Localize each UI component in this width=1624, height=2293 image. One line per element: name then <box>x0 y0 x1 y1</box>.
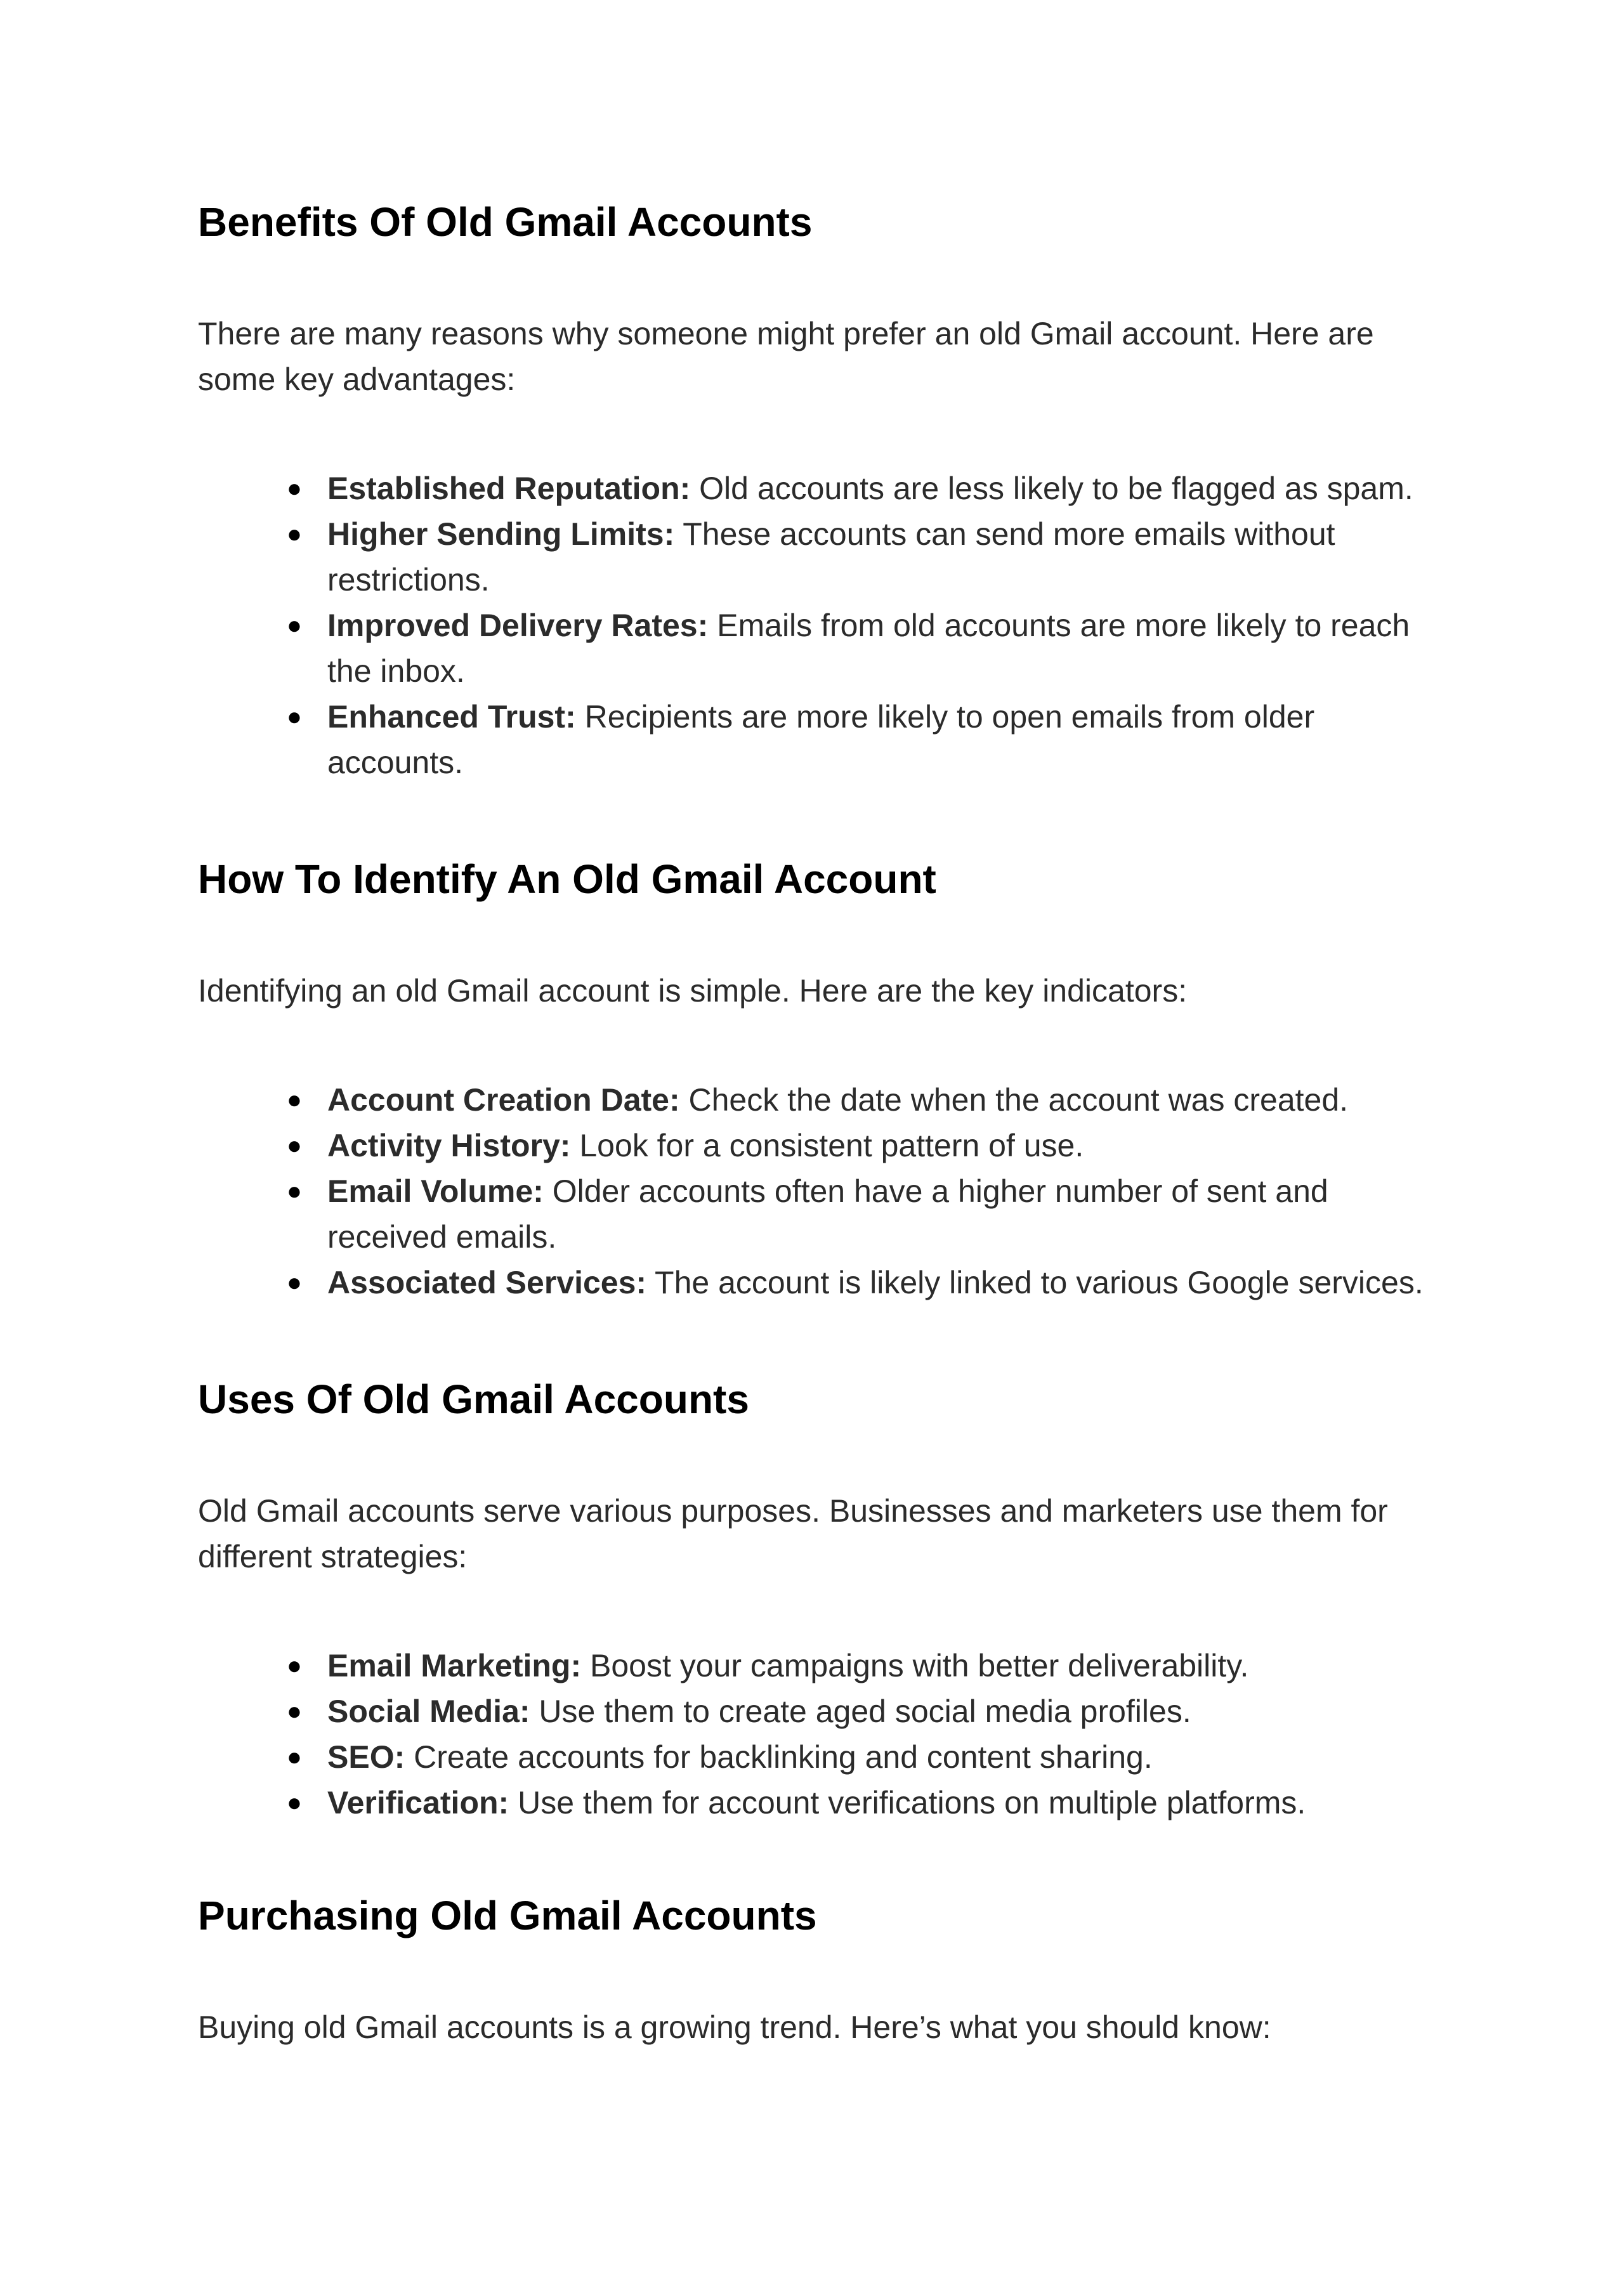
section-intro: Buying old Gmail accounts is a growing trend. Here’s what you should know: <box>198 2009 1271 2045</box>
bullet-icon: ● <box>286 1652 303 1680</box>
section-heading: Uses Of Old Gmail Accounts <box>198 1376 749 1422</box>
section-heading: Benefits Of Old Gmail Accounts <box>198 199 813 245</box>
bullet-icon: ● <box>286 520 303 548</box>
list-item <box>198 1689 1454 1734</box>
bullet-icon: ● <box>286 1086 303 1114</box>
bullet-term: Associated Services: <box>327 1265 647 1300</box>
bullet-term: Improved Delivery Rates: <box>327 608 709 643</box>
section-heading: How To Identify An Old Gmail Account <box>198 856 936 902</box>
bullet-term: Account Creation Date: <box>327 1082 680 1118</box>
bullet-text: Use them to create aged social media profiles. <box>530 1694 1191 1729</box>
list-item <box>198 603 1454 694</box>
bullet-term: Activity History: <box>327 1128 571 1163</box>
bullet-term: Established Reputation: <box>327 471 691 506</box>
bullet-icon: ● <box>286 1789 303 1817</box>
bullet-icon: ● <box>286 611 303 639</box>
bullet-text: Older accounts often have a higher number of sent and received emails. <box>327 1173 1328 1255</box>
section-purchasing <box>198 1890 1454 2050</box>
list-item <box>198 466 1454 511</box>
bullet-text: Old accounts are less likely to be flagged as spam. <box>690 471 1413 506</box>
bullet-term: Email Volume: <box>327 1173 544 1209</box>
list-item <box>198 1734 1454 1780</box>
bullet-text: Create accounts for backlinking and content sharing. <box>405 1739 1153 1775</box>
bullet-term: Social Media: <box>327 1694 530 1729</box>
bullet-text: Look for a consistent pattern of use. <box>570 1128 1084 1163</box>
bullet-list <box>198 466 1454 785</box>
bullet-text: Boost your campaigns with better deliverability. <box>581 1648 1249 1683</box>
bullet-text: Check the date when the account was created. <box>679 1082 1349 1118</box>
section-heading: Purchasing Old Gmail Accounts <box>198 1893 817 1938</box>
list-item <box>198 1260 1454 1305</box>
section-benefits <box>198 197 1454 785</box>
bullet-text: These accounts can send more emails without restrictions. <box>327 516 1335 598</box>
bullet-icon: ● <box>286 1132 303 1160</box>
bullet-term: SEO: <box>327 1739 405 1775</box>
list-item <box>198 1780 1454 1826</box>
list-item <box>198 1168 1454 1260</box>
bullet-icon: ● <box>286 1743 303 1771</box>
bullet-text: Use them for account verifications on multiple platforms. <box>509 1785 1306 1820</box>
bullet-text: The account is likely linked to various Google services. <box>646 1265 1424 1300</box>
bullet-icon: ● <box>286 1269 303 1297</box>
document-page <box>198 197 1454 2050</box>
bullet-text: Recipients are more likely to open emails from older accounts. <box>327 699 1315 780</box>
bullet-icon: ● <box>286 1697 303 1725</box>
bullet-list <box>198 1643 1454 1826</box>
section-intro: Identifying an old Gmail account is simple. Here are the key indicators: <box>198 973 1188 1009</box>
bullet-icon: ● <box>286 703 303 731</box>
list-item <box>198 511 1454 603</box>
bullet-icon: ● <box>286 474 303 502</box>
list-item <box>198 1123 1454 1168</box>
section-uses <box>198 1374 1454 1826</box>
bullet-icon: ● <box>286 1177 303 1205</box>
bullet-term: Higher Sending Limits: <box>327 516 675 552</box>
bullet-text: Emails from old accounts are more likely to reach the inbox. <box>327 608 1410 689</box>
section-identify <box>198 854 1454 1305</box>
list-item <box>198 1077 1454 1123</box>
section-intro: There are many reasons why someone might prefer an old Gmail account. Here are some key advantages: <box>198 316 1374 397</box>
bullet-term: Enhanced Trust: <box>327 699 576 735</box>
section-intro: Old Gmail accounts serve various purposes. Businesses and marketers use them for different strategies: <box>198 1493 1388 1574</box>
list-item <box>198 1643 1454 1689</box>
bullet-term: Verification: <box>327 1785 509 1820</box>
bullet-term: Email Marketing: <box>327 1648 582 1683</box>
bullet-list <box>198 1077 1454 1305</box>
list-item <box>198 694 1454 785</box>
